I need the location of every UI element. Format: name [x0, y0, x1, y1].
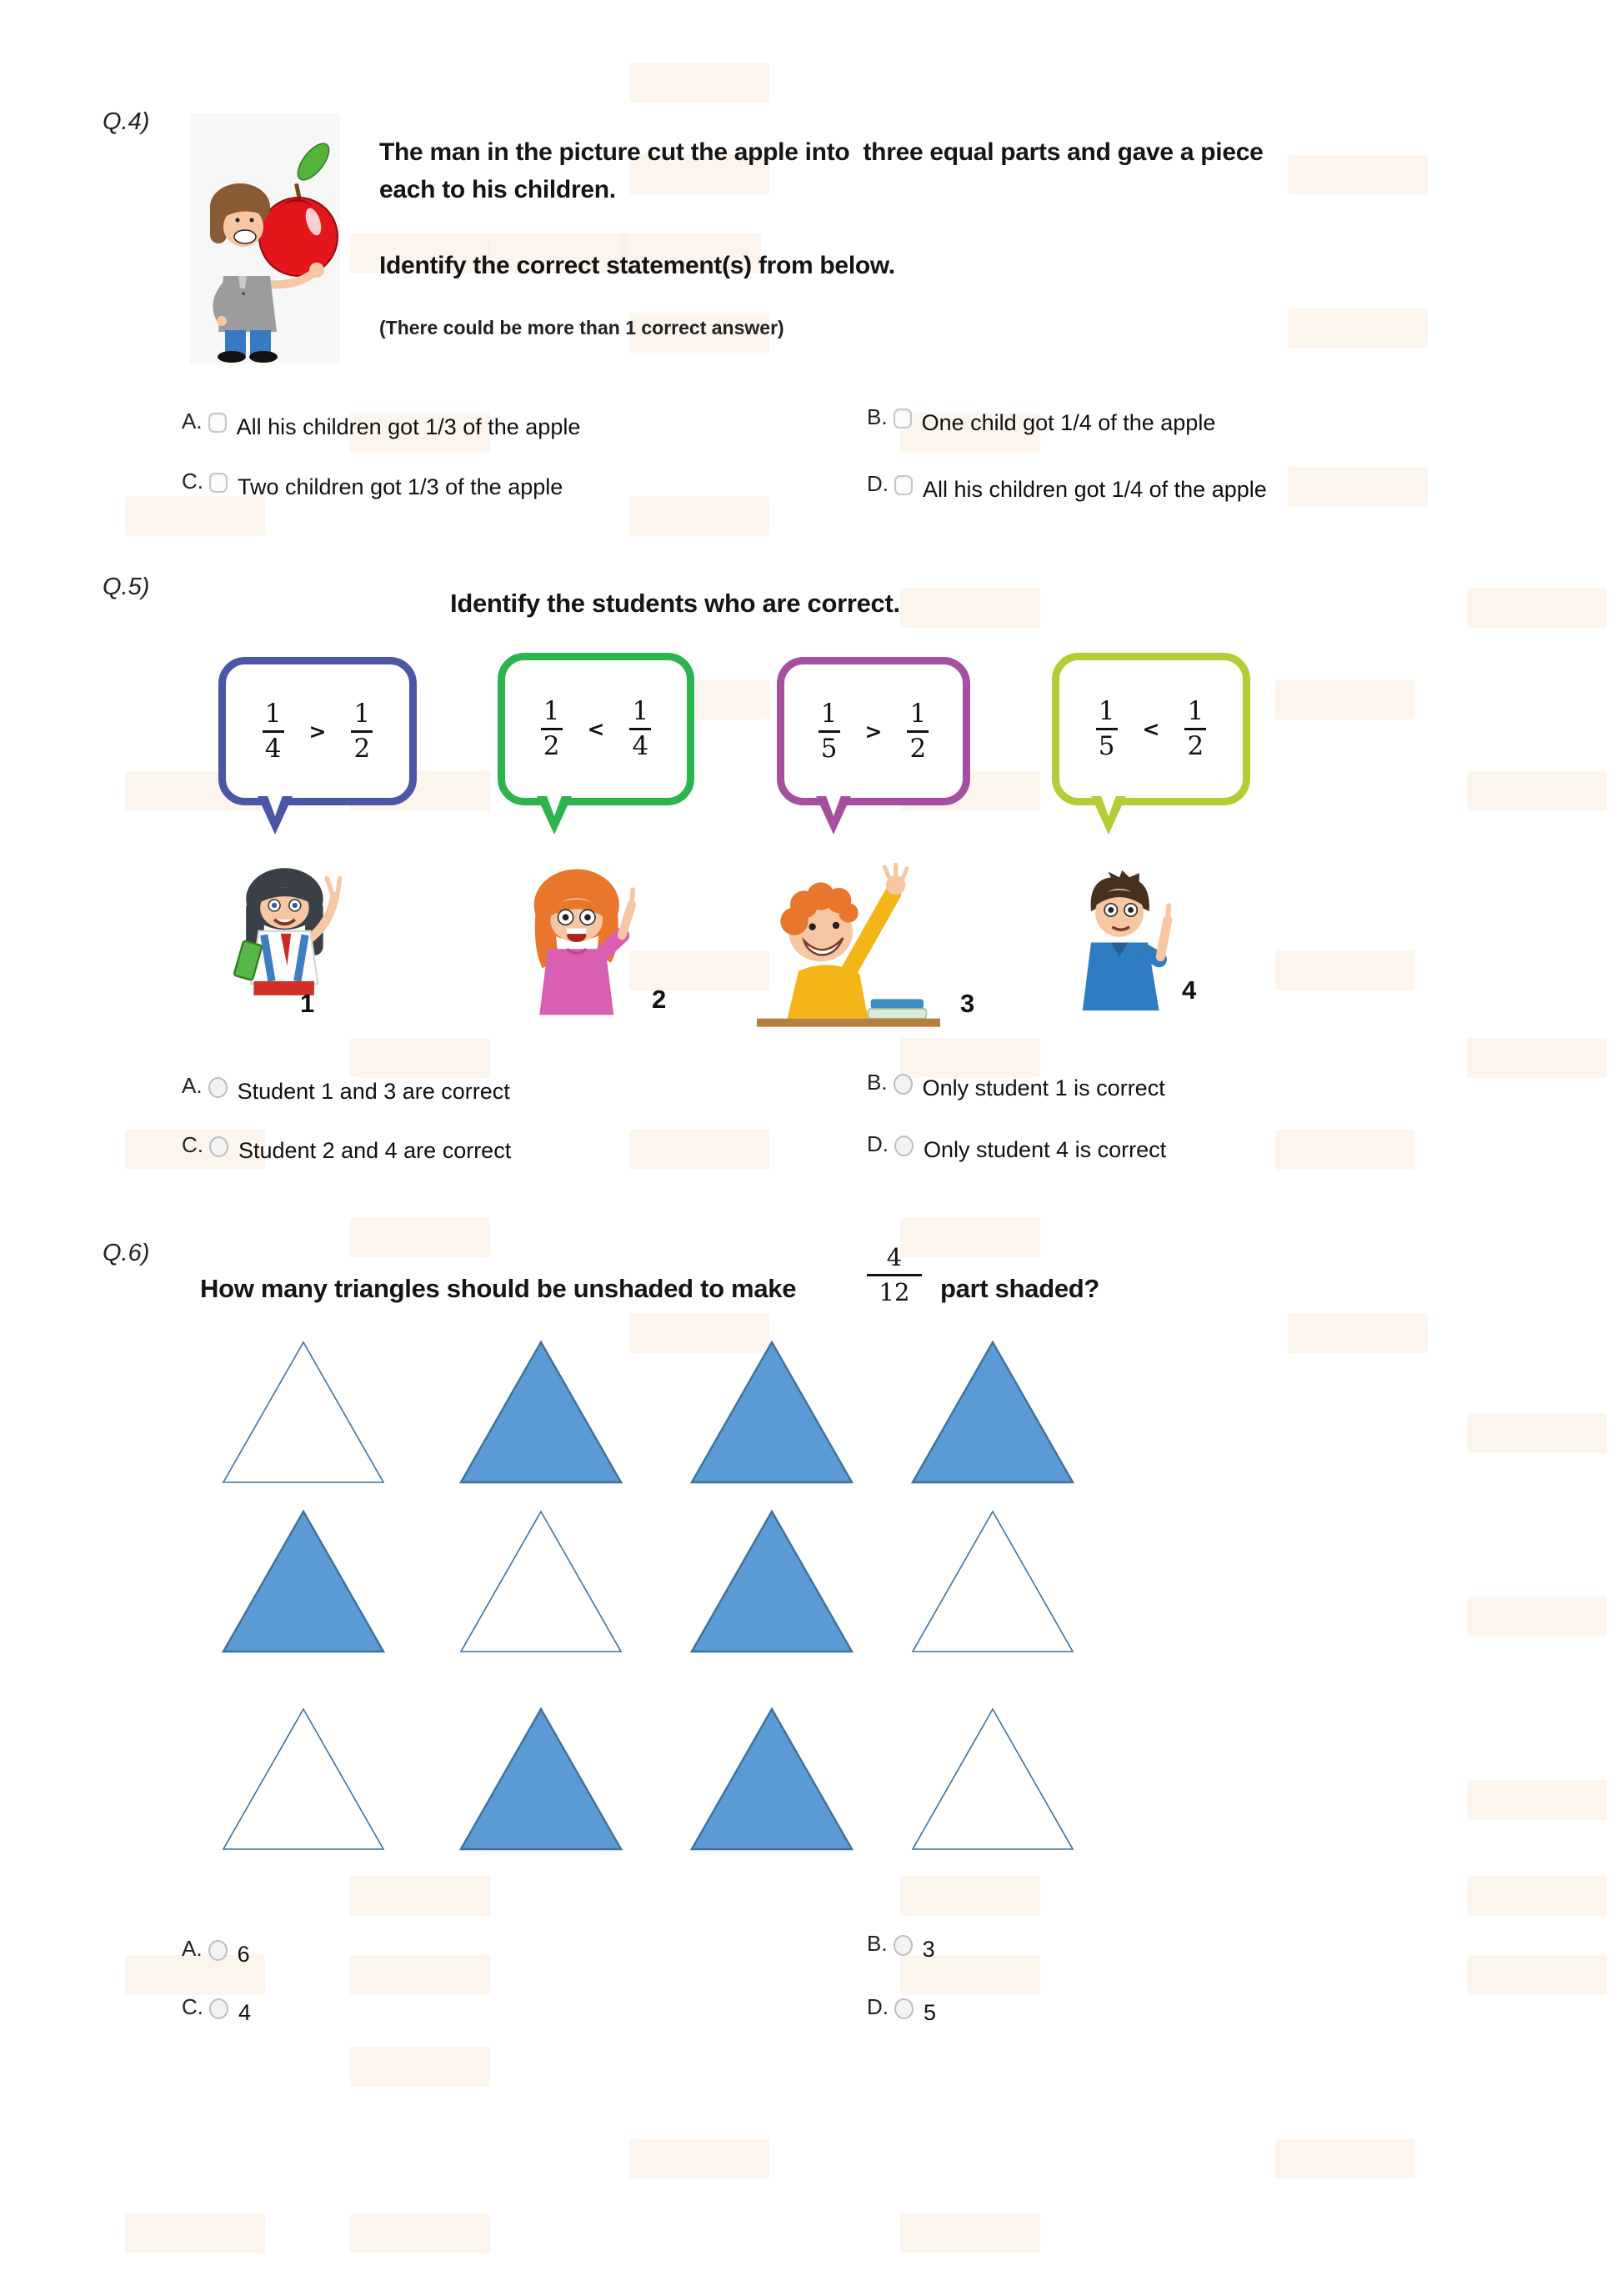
option-letter: A.	[182, 1936, 203, 1961]
option-text: All his children got 1/3 of the apple	[236, 414, 581, 439]
comparison-operator: <	[587, 717, 605, 741]
student-1-number: 1	[300, 989, 315, 1018]
speech-bubble-1	[218, 657, 417, 805]
fraction: $\frac{1}{4}$	[629, 699, 651, 759]
option-text: Two children got 1/3 of the apple	[238, 474, 563, 499]
q4-option-d[interactable]	[867, 471, 1267, 502]
triangle-shaded	[910, 1340, 1075, 1485]
fraction: $\frac{1}{5}$	[819, 701, 840, 762]
watermark	[1275, 1130, 1415, 1170]
comparison-operator: <	[1142, 717, 1160, 741]
option-letter: D.	[867, 1994, 889, 2019]
watermark	[350, 1217, 490, 1257]
q6-option-c[interactable]	[182, 1994, 252, 2025]
q4-option-a-checkbox[interactable]	[208, 413, 227, 433]
q4-prompt: The man in the picture cut the apple into three equal parts and gave a piece each to his children.	[379, 138, 1270, 203]
watermark	[1467, 1876, 1607, 1916]
watermark	[350, 1038, 490, 1078]
man-with-apple-illustration	[190, 113, 340, 363]
student-3-number: 3	[960, 989, 975, 1018]
triangle-unshaded	[221, 1707, 386, 1852]
watermark	[1467, 1413, 1607, 1453]
watermark	[900, 2213, 1040, 2253]
fraction: $\frac{1}{2}$	[907, 701, 929, 762]
triangle-shaded	[689, 1707, 854, 1852]
q6-option-c-radio[interactable]	[209, 1998, 228, 2019]
watermark	[1275, 679, 1415, 719]
q6-option-a[interactable]	[182, 1936, 250, 1967]
watermark	[350, 1876, 490, 1916]
q5-heading: Identify the students who are correct.	[450, 589, 900, 618]
option-text: 6	[237, 1942, 250, 1967]
q4-instruction: Identify the correct statement(s) from below.	[379, 252, 895, 279]
option-text: 4	[238, 2000, 252, 2025]
option-letter: B.	[867, 1070, 888, 1095]
q4-note: (There could be more than 1 correct answer)	[379, 317, 784, 338]
option-text: Only student 4 is correct	[924, 1137, 1167, 1162]
student-4-number: 4	[1182, 975, 1197, 1005]
option-letter: C.	[182, 1132, 203, 1157]
triangle-shaded	[689, 1509, 854, 1654]
watermark	[350, 2047, 490, 2087]
triangle-unshaded	[910, 1707, 1075, 1852]
speech-bubble-2	[498, 653, 694, 805]
student-2-illustration	[500, 864, 667, 1020]
q6-option-d[interactable]	[867, 1994, 937, 2025]
option-letter: C.	[182, 1994, 203, 2019]
watermark	[1467, 588, 1607, 628]
fraction: $\frac{1}{2}$	[541, 699, 563, 759]
watermark	[1467, 1038, 1607, 1078]
watermark	[1288, 467, 1428, 507]
speech-bubble-4	[1052, 653, 1250, 805]
watermark	[1275, 2138, 1415, 2178]
student-4-illustration	[1049, 869, 1190, 1012]
watermark	[1288, 1313, 1428, 1353]
q4-option-a[interactable]	[182, 409, 581, 439]
watermark	[1467, 1955, 1607, 1995]
triangle-shaded	[458, 1340, 623, 1485]
watermark	[1288, 154, 1428, 194]
watermark	[350, 1955, 490, 1995]
q4-option-c[interactable]	[182, 469, 563, 499]
triangle-shaded	[689, 1340, 854, 1485]
q5-option-c[interactable]	[182, 1132, 512, 1163]
option-letter: C.	[182, 469, 203, 494]
option-text: Only student 1 is correct	[922, 1075, 1165, 1100]
q6-heading-prefix: How many triangles should be unshaded to make	[200, 1274, 797, 1303]
speech-bubble-3	[777, 657, 970, 805]
q6-option-a-radio[interactable]	[208, 1940, 228, 1961]
option-letter: A.	[182, 409, 203, 434]
watermark	[900, 1038, 1040, 1078]
option-text: Student 1 and 3 are correct	[237, 1079, 510, 1104]
option-text: 5	[924, 2000, 937, 2025]
option-letter: D.	[867, 471, 889, 496]
student-1-illustration	[210, 860, 364, 1015]
option-letter: B.	[867, 1931, 888, 1956]
watermark	[629, 2138, 769, 2178]
fraction: $\frac{1}{5}$	[1096, 699, 1118, 759]
fraction: $\frac{1}{2}$	[1184, 699, 1206, 759]
triangle-shaded	[458, 1707, 623, 1852]
watermark	[900, 1955, 1040, 1995]
q4-label: Q.4)	[103, 108, 150, 135]
option-letter: D.	[867, 1131, 889, 1156]
q6-heading-suffix: part shaded?	[940, 1274, 1100, 1303]
watermark	[629, 63, 769, 103]
triangle-shaded	[221, 1509, 386, 1654]
q5-option-d-radio[interactable]	[894, 1135, 914, 1156]
student-3-illustration	[748, 863, 957, 1030]
comparison-operator: >	[308, 719, 327, 744]
triangle-unshaded	[910, 1509, 1075, 1654]
q6-label: Q.6)	[103, 1240, 150, 1266]
comparison-operator: >	[864, 719, 883, 744]
q5-option-b[interactable]	[867, 1070, 1165, 1100]
option-letter: B.	[867, 404, 888, 429]
q5-label: Q.5)	[103, 574, 150, 600]
option-text: Student 2 and 4 are correct	[238, 1138, 512, 1163]
q4-option-c-checkbox[interactable]	[209, 473, 228, 493]
q5-option-c-radio[interactable]	[209, 1136, 228, 1157]
fraction: $\frac{1}{2}$	[351, 701, 373, 762]
option-letter: A.	[182, 1073, 203, 1098]
watermark	[900, 588, 1040, 628]
q6-option-b[interactable]	[867, 1931, 935, 1962]
watermark	[350, 2213, 490, 2253]
q4-option-d-checkbox[interactable]	[894, 475, 913, 495]
watermark	[125, 496, 265, 536]
watermark	[1467, 1597, 1607, 1637]
watermark	[125, 2213, 265, 2253]
q4-option-b-checkbox[interactable]	[894, 409, 912, 429]
q4-option-b[interactable]	[867, 404, 1216, 435]
watermark	[1467, 1780, 1607, 1820]
option-text: All his children got 1/4 of the apple	[923, 477, 1267, 502]
watermark	[1275, 950, 1415, 990]
triangle-unshaded	[458, 1509, 623, 1654]
option-text: 3	[922, 1937, 935, 1962]
q6-option-b-radio[interactable]	[894, 1935, 913, 1956]
q5-option-d[interactable]	[867, 1131, 1167, 1162]
fraction: $\frac{1}{4}$	[263, 701, 284, 762]
watermark	[629, 1130, 769, 1170]
watermark	[1467, 771, 1607, 811]
q6-option-d-radio[interactable]	[894, 1998, 914, 2019]
watermark	[900, 1876, 1040, 1916]
watermark	[1288, 308, 1428, 348]
q5-option-b-radio[interactable]	[894, 1074, 913, 1095]
student-2-number: 2	[652, 985, 667, 1014]
triangle-unshaded	[221, 1340, 386, 1485]
q5-option-a-radio[interactable]	[208, 1077, 228, 1098]
option-text: One child got 1/4 of the apple	[921, 410, 1216, 435]
q5-option-a[interactable]	[182, 1073, 510, 1104]
watermark	[629, 496, 769, 536]
q6-fraction: 4 12	[867, 1246, 922, 1305]
